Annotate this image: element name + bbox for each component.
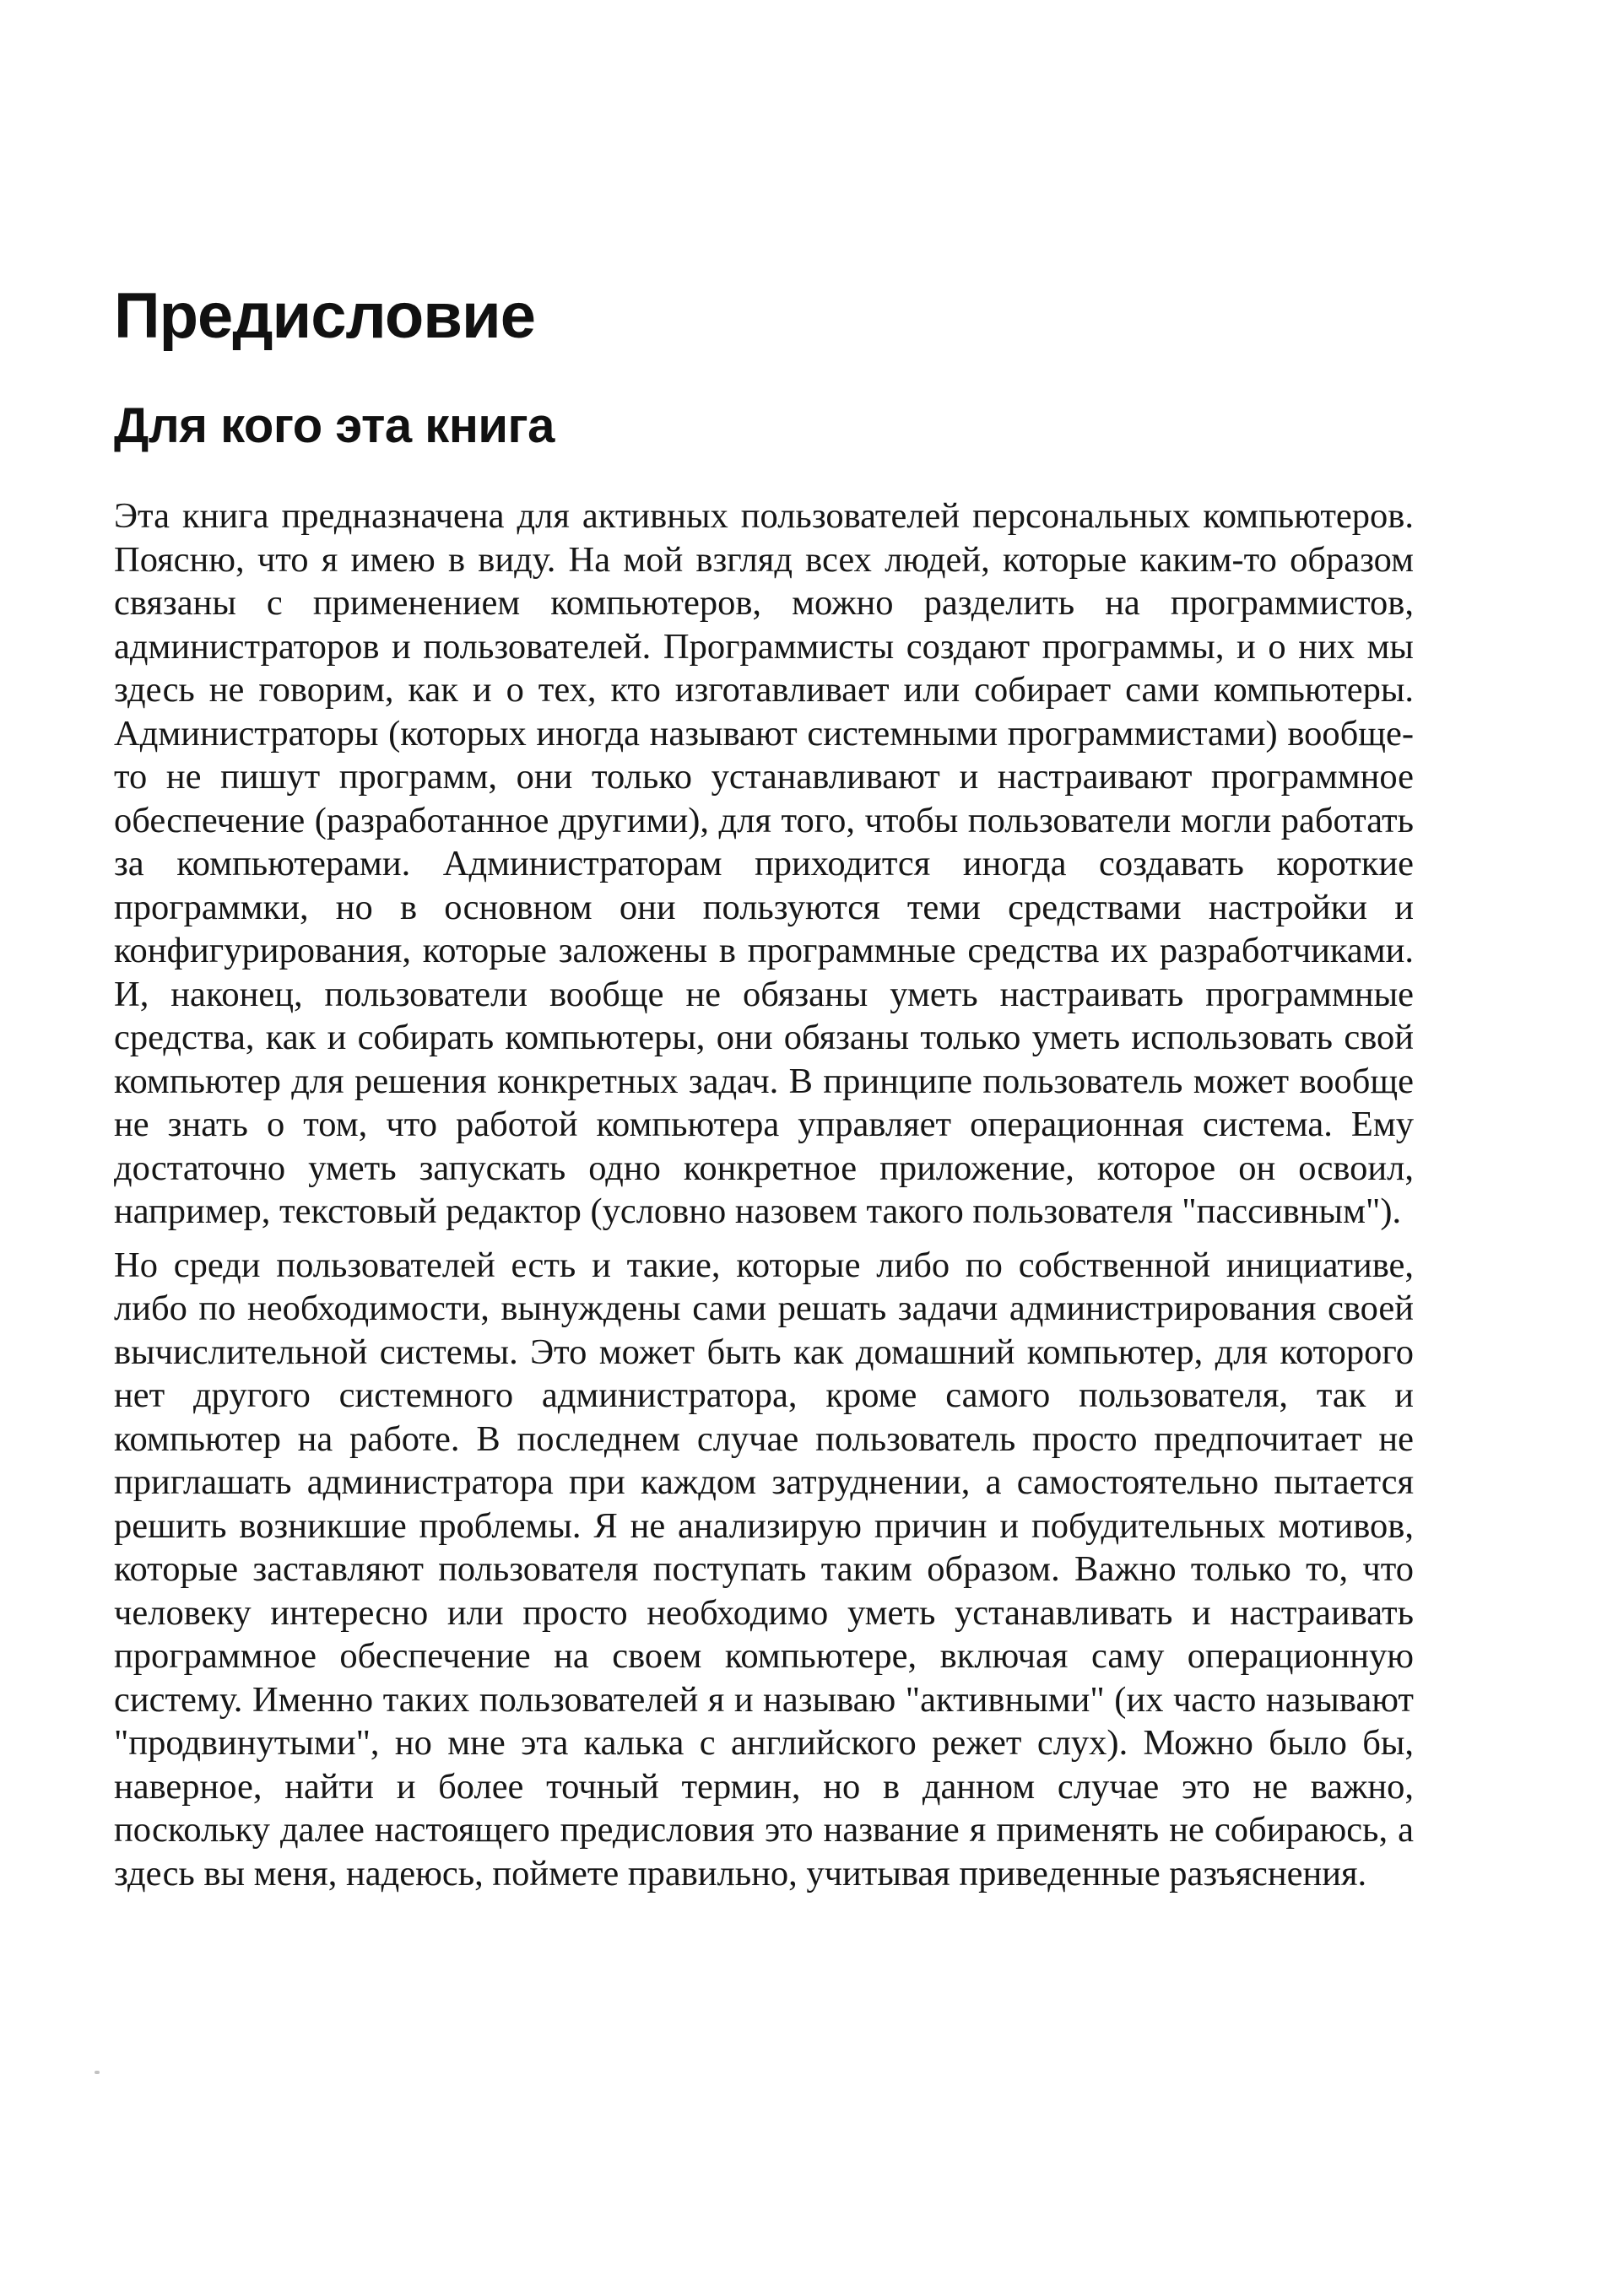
chapter-title: Предисловие <box>114 280 535 352</box>
section-title: Для кого эта книга <box>114 398 555 453</box>
body-paragraph-1: Эта книга предназначена для активных пользователей персональных компьютеров. Поясню, что я имею в виду. На мой взгляд всех людей, которые каким-то образом связаны с применением компьютеров, можно разделить на программистов, администраторов и пользователей. Программисты создают программы, и о них мы здесь не говорим, как и о тех, кто изготавливает или собирает сами компьютеры. Администраторы (которых иногда называют системными программистами) вообще-то не пишут программ, они только устанавливают и настраивают программное обеспечение (разработанное другими), для того, чтобы пользователи могли работать за компьютерами. Администраторам приходится иногда создавать короткие программки, но в основном они пользуются теми средствами настройки и конфигурирования, которые заложены в программные средства их разработчиками. И, наконец, пользователи вообще не обязаны уметь настраивать программные средства, как и собирать компьютеры, они обязаны только уметь использовать свой компьютер для решения конкретных задач. В принципе пользователь может вообще не знать о том, что работой компьютера управляет операционная система. Ему достаточно уметь запускать одно конкретное приложение, которое он освоил, например, текстовый редактор (условно назовем такого пользователя "пассивным"). <box>114 496 1414 1231</box>
page-content <box>114 278 1414 1895</box>
scan-speck <box>95 2071 100 2074</box>
body-paragraph-2: Но среди пользователей есть и такие, которые либо по собственной инициативе, либо по необходимости, вынуждены сами решать задачи администрирования своей вычислительной системы. Это может быть как домашний компьютер, для которого нет другого системного администратора, кроме самого пользователя, так и компьютер на работе. В последнем случае пользователь просто предпочитает не приглашать администратора при каждом затруднении, а самостоятельно пытается решить возникшие проблемы. Я не анализирую причин и побудительных мотивов, которые заставляют пользователя поступать таким образом. Важно только то, что человеку интересно или просто необходимо уметь устанавливать и настраивать программное обеспечение на своем компьютере, включая саму операционную систему. Именно таких пользователей я и называю "активными" (их часто называют "продвинутыми", но мне эта калька с английского режет слух). Можно было бы, наверное, найти и более точный термин, но в данном случае это не важно, поскольку далее настоящего предисловия это название я применять не собираюсь, а здесь вы меня, надеюсь, поймете правильно, учитывая приведенные разъяснения. <box>114 1245 1414 1894</box>
